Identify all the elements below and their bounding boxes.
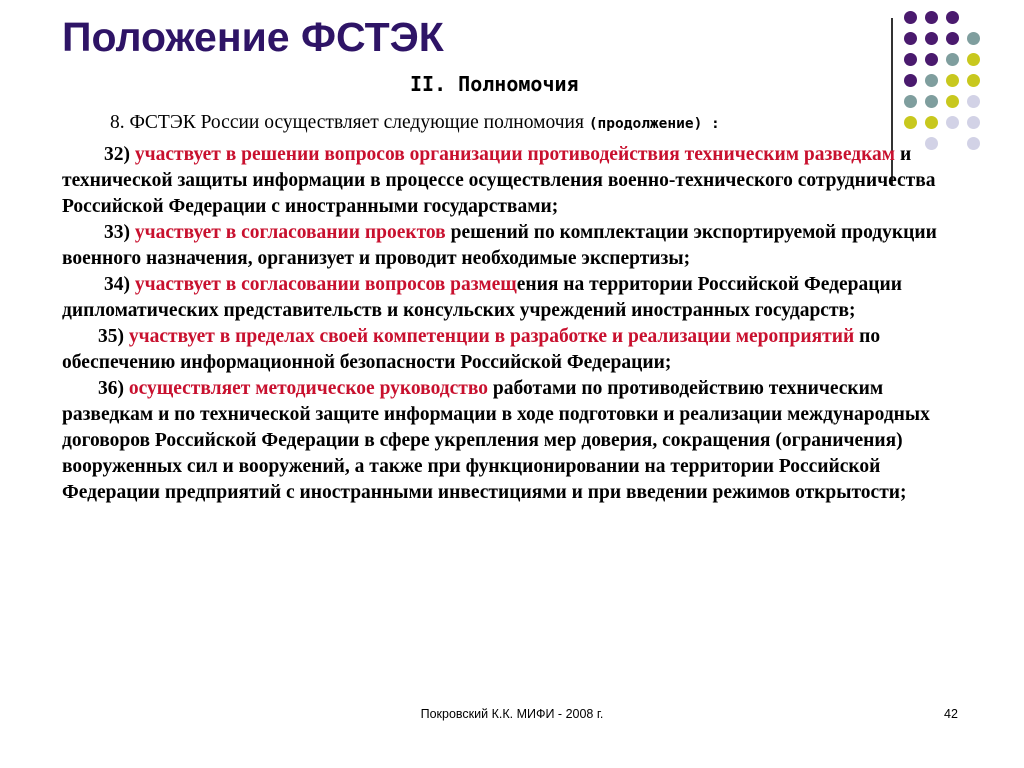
decorative-dot	[925, 53, 938, 66]
list-item	[62, 324, 967, 376]
decorative-dot	[967, 53, 980, 66]
decorative-dot	[925, 11, 938, 24]
item-highlight: участвует в пределах своей компетенции в разработке и реализации мероприятий	[128, 326, 855, 347]
item-text: ения на территории Российской Федерации дипломатических представительств и консульских учреждений иностранных государств;	[62, 274, 902, 321]
list-item	[62, 142, 967, 220]
item-highlight: участвует в согласовании проектов	[134, 222, 446, 243]
decorative-dot	[967, 137, 980, 150]
decorative-dot	[967, 32, 980, 45]
footer-text: Покровский К.К. МИФИ - 2008 г.	[420, 707, 604, 721]
decorative-dot	[946, 95, 959, 108]
decorative-dot	[946, 116, 959, 129]
decorative-dot	[946, 53, 959, 66]
item-number: 33)	[104, 222, 135, 243]
slide-subtitle: II. Полномочия	[410, 72, 579, 96]
item-text: и технической защиты информации в процессе осуществления военно-технического сотрудничества Российской Федерации с иностранными государствами;	[62, 144, 936, 217]
item-number: 34)	[104, 274, 135, 295]
page-number: 42	[944, 707, 958, 721]
item-number: 35)	[98, 326, 129, 347]
list-item	[62, 220, 967, 272]
slide-body	[62, 142, 967, 506]
decorative-dot	[904, 74, 917, 87]
list-item	[62, 272, 967, 324]
slide-title: Положение ФСТЭК	[62, 14, 444, 60]
decorative-dot	[925, 74, 938, 87]
decorative-dot	[967, 74, 980, 87]
decorative-dot	[904, 11, 917, 24]
item-highlight: осуществляет методическое руководство	[128, 378, 488, 399]
intro-line	[110, 112, 720, 134]
decorative-dot	[925, 32, 938, 45]
decorative-dot	[967, 95, 980, 108]
intro-note: (продолжение) :	[588, 116, 720, 132]
item-number: 36)	[98, 378, 129, 399]
list-item	[62, 376, 967, 506]
intro-text: 8. ФСТЭК России осуществляет следующие полномочия	[110, 112, 589, 133]
item-text: решений по комплектации экспортируемой продукции военного назначения, организует и проводит необходимые экспертизы;	[62, 222, 937, 269]
item-text: по обеспечению информационной безопасности Российской Федерации;	[62, 326, 881, 373]
item-highlight: участвует в согласовании вопросов размещ	[134, 274, 517, 295]
item-text: работами по противодействию техническим разведкам и по технической защите информации в ходе подготовки и реализации международных договоров Российской Федерации в сфере укрепления мер доверия, сокращения (ограничения) вооруженных сил и вооружений, а также при функционировании на территории Российской Федерации предприятий с иностранными инвестициями и при введении режимов открытости;	[62, 378, 930, 503]
item-highlight: участвует в решении вопросов организации противодействия техническим разведкам	[134, 144, 896, 165]
decorative-dot	[904, 116, 917, 129]
decorative-dot	[904, 53, 917, 66]
item-number: 32)	[104, 144, 135, 165]
decorative-dot	[967, 116, 980, 129]
decorative-dot	[946, 32, 959, 45]
decorative-dot	[904, 32, 917, 45]
decorative-dot	[904, 95, 917, 108]
decorative-dot	[925, 95, 938, 108]
decorative-dot	[946, 74, 959, 87]
decorative-dot	[946, 11, 959, 24]
decorative-dot	[925, 116, 938, 129]
